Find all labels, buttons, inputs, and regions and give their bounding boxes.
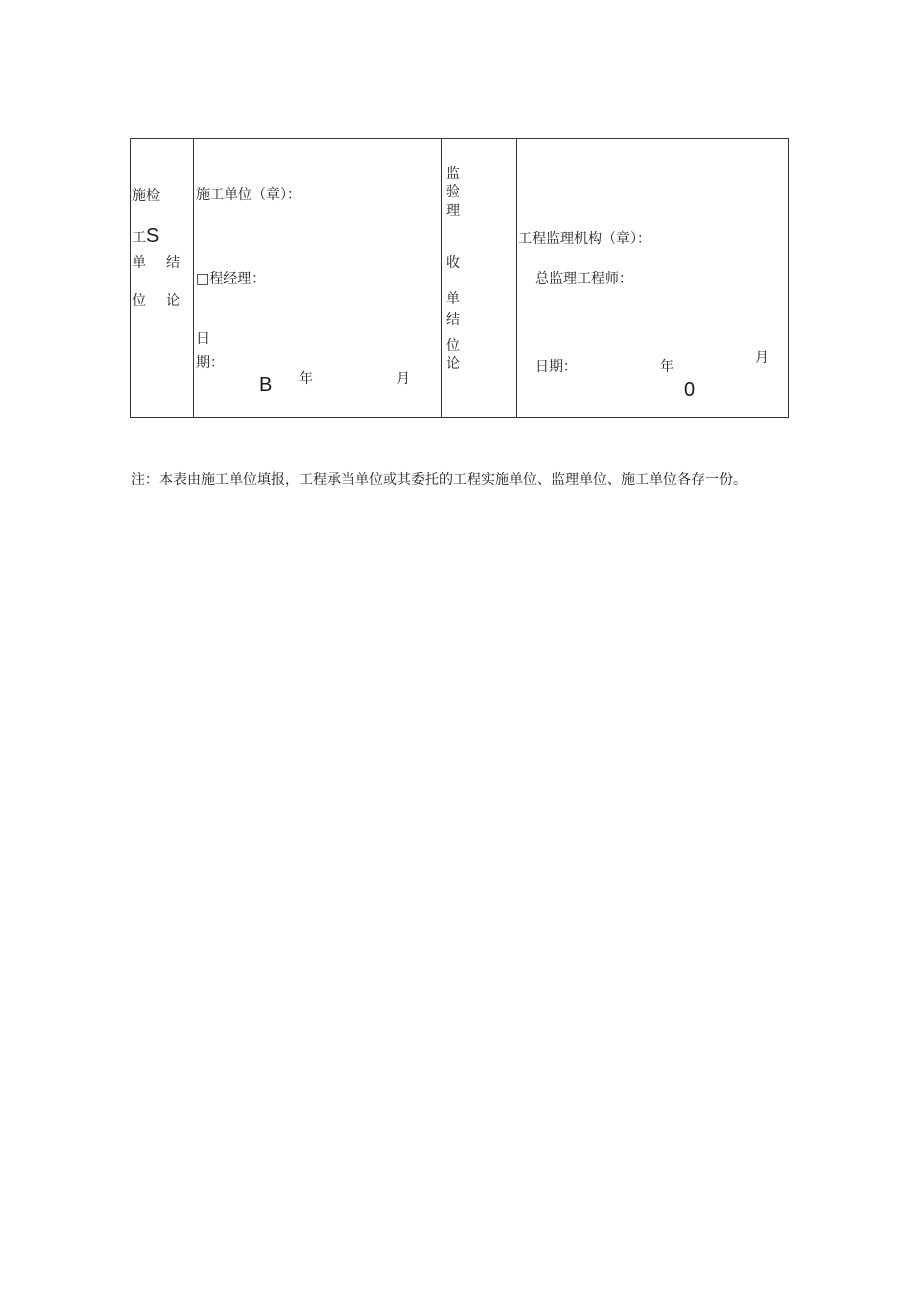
supervisor-date-label: 日期：: [535, 359, 577, 375]
contractor-unit-seal: 施工单位（章）：: [196, 187, 301, 203]
col3-char-3: 理: [446, 203, 460, 219]
col1-label-line3a: 单: [132, 255, 146, 271]
supervisor-month-label: 月: [755, 350, 769, 366]
contractor-date-ri: 日: [196, 331, 210, 347]
contractor-month-label: 月: [396, 371, 410, 387]
supervisor-year-label: 年: [660, 359, 674, 375]
col3-char-2: 验: [446, 184, 460, 200]
supervisor-big-digit: 0: [684, 379, 696, 401]
col1-label-line4a: 位: [132, 293, 146, 309]
col3-char-7: 位: [446, 338, 460, 354]
project-manager-label: □程经理：: [196, 271, 266, 287]
col3-char-4: 收: [446, 255, 460, 271]
supervisor-org-seal: 工程监理机构（章）：: [518, 231, 651, 247]
contractor-big-letter: B: [259, 374, 273, 396]
table-divider-1: [193, 139, 194, 417]
acceptance-signature-table: [130, 138, 789, 418]
col3-char-5: 单: [446, 291, 460, 307]
col1-label-big-letter: S: [146, 225, 160, 247]
form-note: 注：本表由施工单位填报，工程承当单位或其委托的工程实施单位、监理单位、施工单位各存一份。: [131, 472, 747, 488]
col3-char-1: 监: [446, 166, 460, 182]
col3-char-6: 结: [446, 312, 460, 328]
table-divider-3: [516, 139, 517, 417]
table-divider-2: [441, 139, 442, 417]
col1-label-line4b: 论: [166, 293, 180, 309]
col3-char-8: 论: [446, 356, 460, 372]
col1-label-line1: 施检: [132, 188, 160, 204]
contractor-year-label: 年: [299, 371, 313, 387]
chief-supervisor-label: 总监理工程师：: [535, 271, 633, 287]
col1-label-line3b: 结: [166, 255, 180, 271]
col1-label-line2: 工: [132, 230, 146, 246]
contractor-date-qi: 期：: [196, 355, 224, 371]
